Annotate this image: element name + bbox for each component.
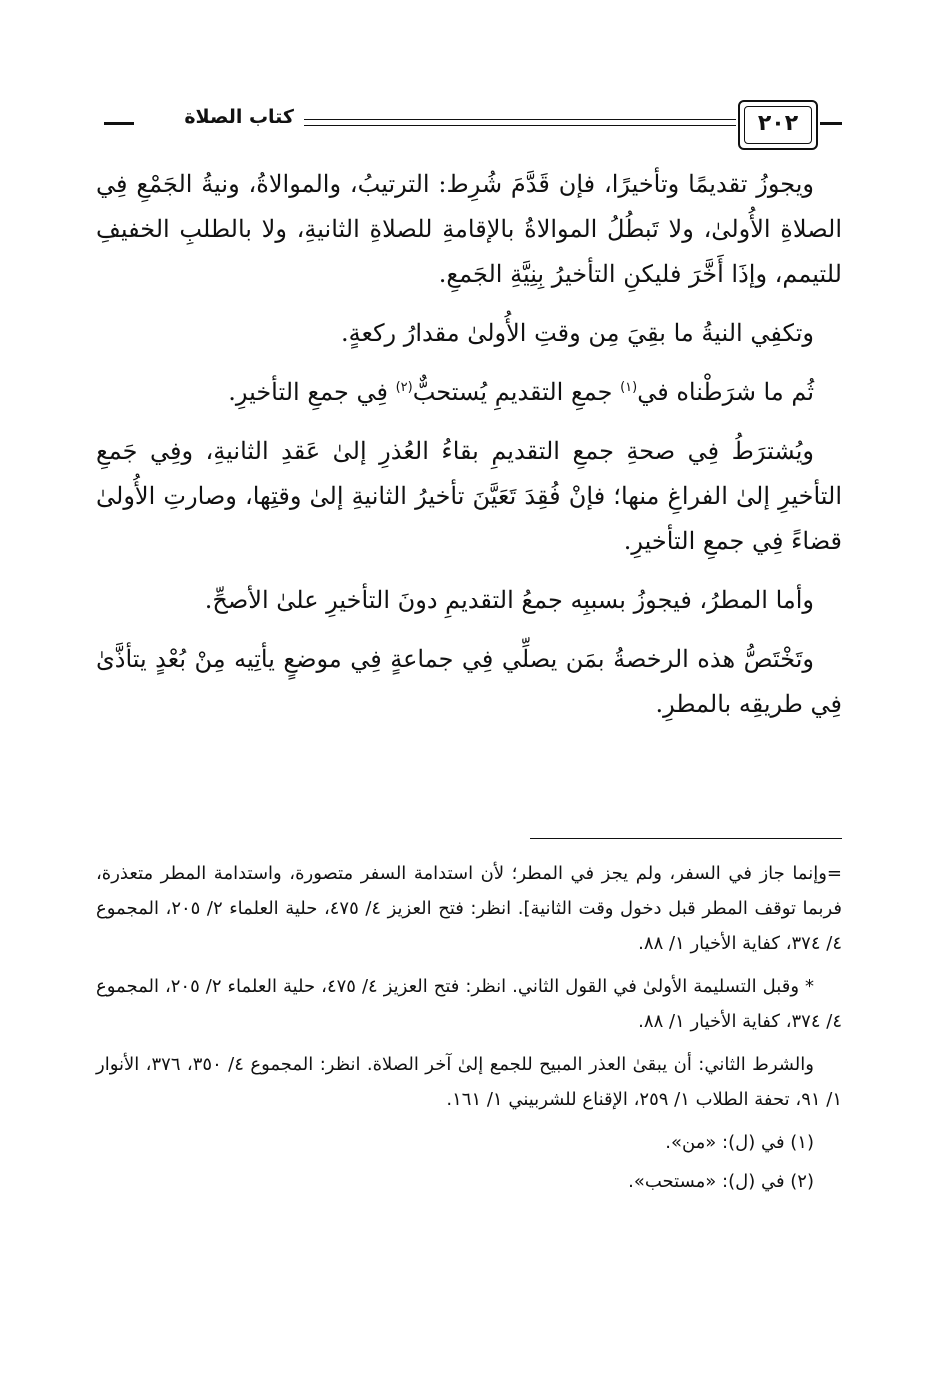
paragraph-3-part-b: جمعِ التقديمِ يُستحبٌّ <box>412 378 621 406</box>
footnote-ref-2: (٢) <box>395 380 413 395</box>
paragraph-3-part-a: ثُم ما شرَطْناه في <box>637 378 814 406</box>
footnote-separator <box>530 838 842 839</box>
footnotes <box>96 856 842 1203</box>
running-title: كتاب الصلاة <box>184 106 294 128</box>
footnote-second-condition: والشرط الثاني: أن يبقىٰ العذر المبيح للجمع إلىٰ آخر الصلاة. انظر: المجموع ٤/ ٣٥٠، ٣٧٦، الأنوار ١/ ٩١، تحفة الطلاب ١/ ٢٥٩، الإقناع للشربيني ١/ ١٦١. <box>96 1054 842 1110</box>
paragraph-3 <box>96 370 842 415</box>
footnote-1: (١) في (ل): «من». <box>665 1132 814 1153</box>
page-number-frame <box>738 100 818 150</box>
header-double-rule <box>304 119 736 126</box>
header-rule-right <box>820 122 842 125</box>
paragraph-5: وأما المطرُ، فيجوزُ بسببِه جمعُ التقديمِ دونَ التأخيرِ علىٰ الأصحِّ. <box>204 586 814 614</box>
page-header <box>96 92 842 158</box>
footnote-star: * وقبل التسليمة الأولىٰ في القول الثاني. انظر: فتح العزيز ٤/ ٤٧٥، حلية العلماء ٢/ ٢٠٥، المجموع ٤/ ٣٧٤، كفاية الأخيار ١/ ٨٨. <box>96 976 842 1032</box>
header-rule-left <box>104 122 134 125</box>
footnote-ref-1: (١) <box>620 380 638 395</box>
page-number: ٢٠٢ <box>757 111 799 136</box>
paragraph-4: ويُشترَطُ فِي صحةِ جمعِ التقديمِ بقاءُ العُذرِ إلىٰ عَقدِ الثانيةِ، وفِي جَمعِ التأخيرِ إلىٰ الفراغِ منها؛ فإنْ فُقِدَ تَعَيَّنَ تأخيرُ الثانيةِ إلىٰ وقتِها، وصارتِ الأُولىٰ قضاءً فِي جمعِ التأخيرِ. <box>96 437 842 555</box>
paragraph-3-part-c: فِي جمعِ التأخيرِ. <box>228 378 396 406</box>
main-text <box>96 162 842 727</box>
footnote-2: (٢) في (ل): «مستحب». <box>628 1171 814 1192</box>
footnote-continuation: =وإنما جاز في السفر، ولم يجز في المطر؛ لأن استدامة السفر متصورة، واستدامة المطر متعذرة، فربما توقف المطر قبل دخول وقت الثانية]. انظر: فتح العزيز ٤/ ٤٧٥، حلية العلماء ٢/ ٢٠٥، المجموع ٤/ ٣٧٤، كفاية الأخيار ١/ ٨٨. <box>96 863 842 954</box>
paragraph-6: وتَخْتَصُّ هذه الرخصةُ بمَن يصلِّي فِي جماعةٍ فِي موضعٍ يأتِيه مِنْ بُعْدٍ يتأذَّىٰ فِي طريقِه بالمطرِ. <box>96 645 842 718</box>
paragraph-2: وتكفِي النيةُ ما بقِيَ مِن وقتِ الأُولىٰ مقدارُ ركعةٍ. <box>341 319 814 347</box>
paragraph-1: ويجوزُ تقديمًا وتأخيرًا، فإن قَدَّمَ شُرِط: الترتيبُ، والموالاةُ، ونيةُ الجَمْعِ فِي الصلاةِ الأُولىٰ، ولا تَبطُلُ الموالاةُ بالإقامةِ للصلاةِ الثانيةِ، ولا بالطلبِ الخفيفِ للتيمم، وإذَا أَخَّرَ فليكنِ التأخيرُ بِنِيَّةِ الجَمعِ. <box>96 170 842 288</box>
